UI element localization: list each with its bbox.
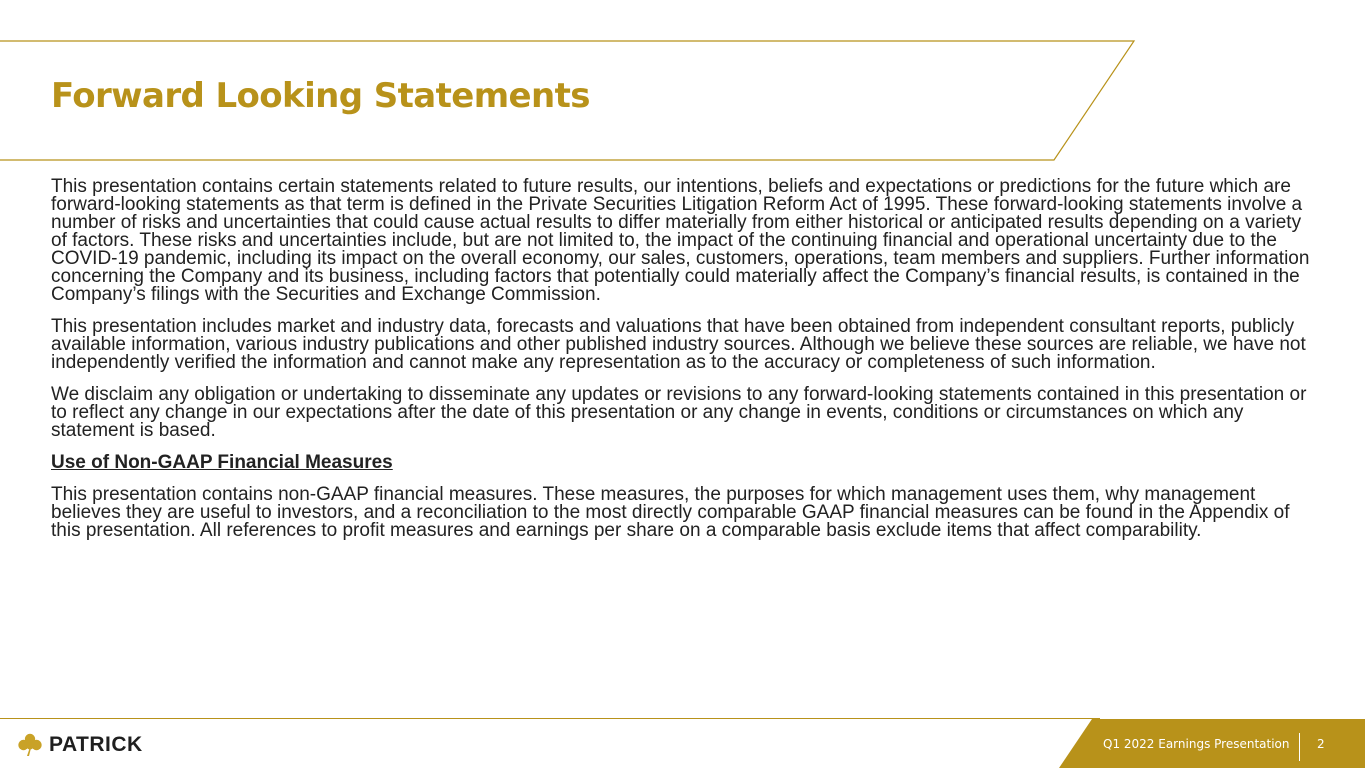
shamrock-icon xyxy=(17,733,43,757)
section-heading-non-gaap: Use of Non-GAAP Financial Measures xyxy=(51,452,393,473)
brand-logo xyxy=(17,733,143,757)
page-number: 2 xyxy=(1317,737,1325,751)
brand-name: PATRICK xyxy=(49,733,143,756)
footer-caption-divider xyxy=(1299,733,1300,761)
paragraph-non-gaap: This presentation contains non-GAAP financial measures. These measures, the purposes for which management uses them, why management believes they are useful to investors, and a reconciliation to the most directly comparable GAAP financial measures can be found in the Appendix of this presentation. All references to profit measures and earnings per share on a comparable basis exclude items that affect comparability. xyxy=(51,484,1290,541)
paragraph-disclaimer: We disclaim any obligation or undertaking to disseminate any updates or revisions to any forward-looking statements contained in this presentation or to reflect any change in our expectations after the date of this presentation or any change in events, conditions or circumstances on which any statement is based. xyxy=(51,384,1307,441)
paragraph-market-data: This presentation includes market and industry data, forecasts and valuations that have been obtained from independent consultant reports, publicly available information, various industry publications and other published industry sources. Although we believe these sources are reliable, we have not independently verified the information and cannot make any representation as to the accuracy or completeness of such information. xyxy=(51,316,1306,373)
slide-title: Forward Looking Statements xyxy=(51,76,590,116)
paragraph-forward-looking: This presentation contains certain statements related to future results, our intentions, beliefs and expectations or predictions for the future which are forward-looking statements as that term is defined in the Private Securities Litigation Reform Act of 1995. These forward-looking statements involve a number of risks and uncertainties that could cause actual results to differ materially from either historical or anticipated results depending on a variety of factors. These risks and uncertainties include, but are not limited to, the impact of the continuing financial and operational uncertainty due to the COVID-19 pandemic, including its impact on the overall economy, our sales, customers, operations, team members and suppliers. Further information concerning the Company and its business, including factors that potentially could materially affect the Company’s financial results, is contained in the Company’s filings with the Securities and Exchange Commission. xyxy=(51,176,1310,305)
footer-caption: Q1 2022 Earnings Presentation xyxy=(1103,737,1290,751)
